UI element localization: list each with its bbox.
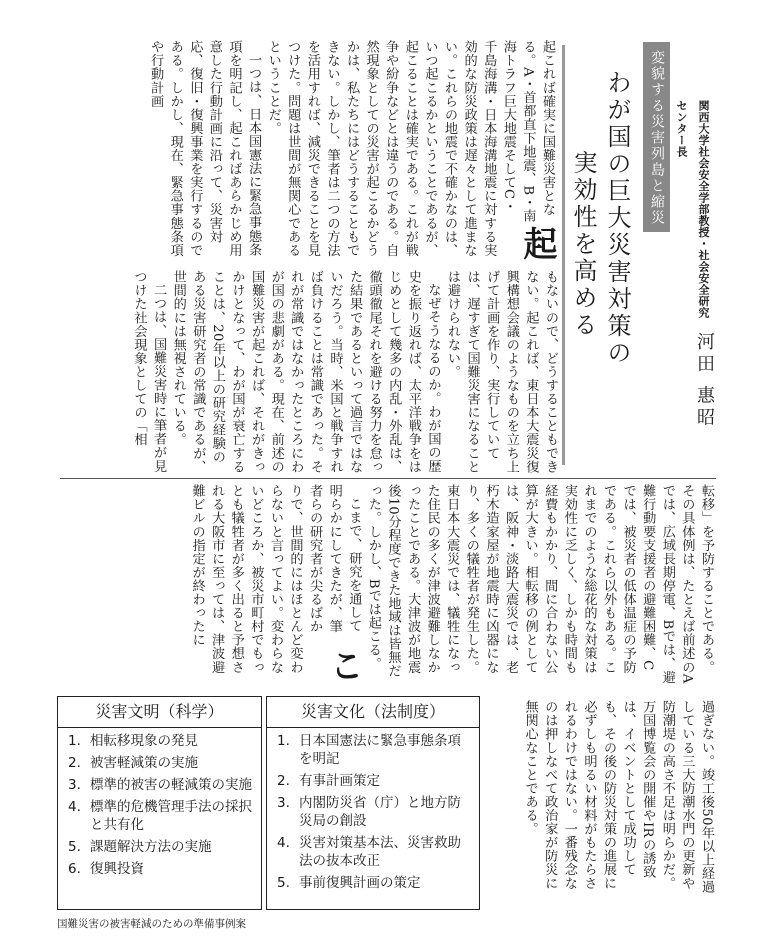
author-affiliation: 関西大学社会安全学部教授・社会安全研究センター長 xyxy=(675,100,710,319)
paragraph: 過ぎない。竣工後50年以上経過している三大防潮水門の更新や防潮堤の高さ不足は明らかだ。万国博覧会の開催やIRの誘致は、イベントとして成功しても、その後の防災対策の進展に必ずしも明るい材料がもたらされるわけではない。一番残念なのは押しなべて政治家が防災に無関心なことである。 xyxy=(522,700,714,894)
list-item: 3. 内閣防災省（庁）と地方防災局の創設 xyxy=(277,795,461,829)
list-item: 6. 復興投資 xyxy=(68,861,144,877)
list-item: 5. 課題解決方法の実施 xyxy=(68,839,212,855)
headline-line-1: わが国の巨大災害対策の xyxy=(603,70,631,367)
paragraph: こまで、研究を通して明らかにしてきたが、筆者らの研究者が尖るばかりで、世間的にはほとんど変わらないと言ってよい。変わらないどころか、被災市町村でもっとも犠牲者が多く出ると予想される大阪市に至っては、津波避難ビルの指定が終わったに xyxy=(189,484,362,674)
list-item: 3. 標準的被害の軽減策の実施 xyxy=(68,777,252,793)
list-item: 4. 災害対策基本法、災害救助法の抜本改正 xyxy=(277,835,461,869)
paragraph: もないので、どうすることもできない。起これば、東日本大震災復興構想会議のようなものを立ち上げて計画を作り、実行していては、遅すぎて国難災害になることは避けられない。 xyxy=(445,270,558,474)
table-disaster-civilization xyxy=(57,696,262,910)
paragraph: なぜそうなるのか。わが国の歴史を振り返れば、太平洋戦争をはじめとして幾多の内乱・外乱は、徹頭徹尾それを避ける努力を怠った結果であるといって過言ではないだろう。当時、米国と戦争すれば負けることは常識であった。それが常識ではなかったところにわが国の悲劇がある。現在、前述の国難災害が起これば、それがきっかけとなって、わが国が衰亡することは、20年以上の研究経験のある災害研究者の常識であるが、世間的には無視されている。 xyxy=(170,270,441,474)
paragraph: 転移」を予防することである。その具体例は、たとえば前述のAでは、広域長期停電、Bでは、避難行動要支援者の避難困難、Cでは、被災者の低体温症の予防である。これら以外もある。これまでのような総花的な対策は実効性に乏しく、しかも時間も経費もかかり、間に合わない公算が大きい。相転移の例としては、阪神・淡路大震災では、老朽木造家屋が地震時に凶器になり、多くの犠牲者が発生した。東日本大震災では、犠牲になった住民の多くが津波避難しなかったことである。大津波が地震後10分程度できた地域は皆無だった。しかし、Bでは起こる。 xyxy=(365,484,714,684)
table-header: 災害文明（科学） xyxy=(58,697,261,728)
drop-cap: こ xyxy=(323,647,364,682)
header-rule xyxy=(562,45,565,465)
paragraph: 二つは、国難災害時に筆者が見つけた社会現象としての「相 xyxy=(131,270,167,473)
list xyxy=(58,728,261,878)
list-item: 1. 日本国憲法に緊急事態条項を明記 xyxy=(277,733,461,767)
series-label: 変貌する災害列島と縮災 80 xyxy=(643,42,670,232)
article-column-3 xyxy=(62,484,716,684)
article-column-2 xyxy=(62,270,560,475)
list-item: 1. 相転移現象の発見 xyxy=(68,733,198,749)
article-column-4 xyxy=(490,700,716,900)
table-header: 災害文化（法制度） xyxy=(267,697,479,728)
article-column-1 xyxy=(62,40,557,262)
drop-cap: 起 xyxy=(517,225,557,260)
author-name: 河田 惠昭 xyxy=(694,332,715,430)
list-item: 4. 標準的危機管理手法の採択と共有化 xyxy=(68,799,252,833)
list xyxy=(267,728,479,892)
list-item: 2. 有事計画策定 xyxy=(277,773,380,789)
table-disaster-culture xyxy=(266,696,480,910)
list-item: 2. 被害軽減策の実施 xyxy=(68,755,198,771)
column-divider xyxy=(60,478,716,479)
table-caption: 国難災害の被害軽減のための準備事例案 xyxy=(57,918,246,930)
list-item: 5. 事前復興計画の策定 xyxy=(277,875,421,891)
paragraph: 起これば確実に国難災害となる。A・首都直下地震、B・南海トラフ巨大地震そしてC・千島海溝・日本海溝地震に対する実効的な防災政策は遅々として進まない。これらの地震で不確かなのは、いつ起こるかということであるが、起こることは確実である。これが戦争や紛争などとは違うのである。自然現象としての災害が起こるかどうかは、私たちにはどうすることもできない。しかし、筆者は二つの方法を活用すれば、減災できることを見つけた。問題は世間が無関心であるということだ。 xyxy=(265,40,555,257)
headline-line-2: 実効性を高める xyxy=(569,150,597,339)
paragraph: 一つは、日本国憲法に緊急事態条項を明記し、起こればあらかじめ用意した行動計画に沿って、災害対応、復旧・復興事業を実行するのである。しかし、現在、緊急事態条項や行動計画 xyxy=(148,40,262,257)
